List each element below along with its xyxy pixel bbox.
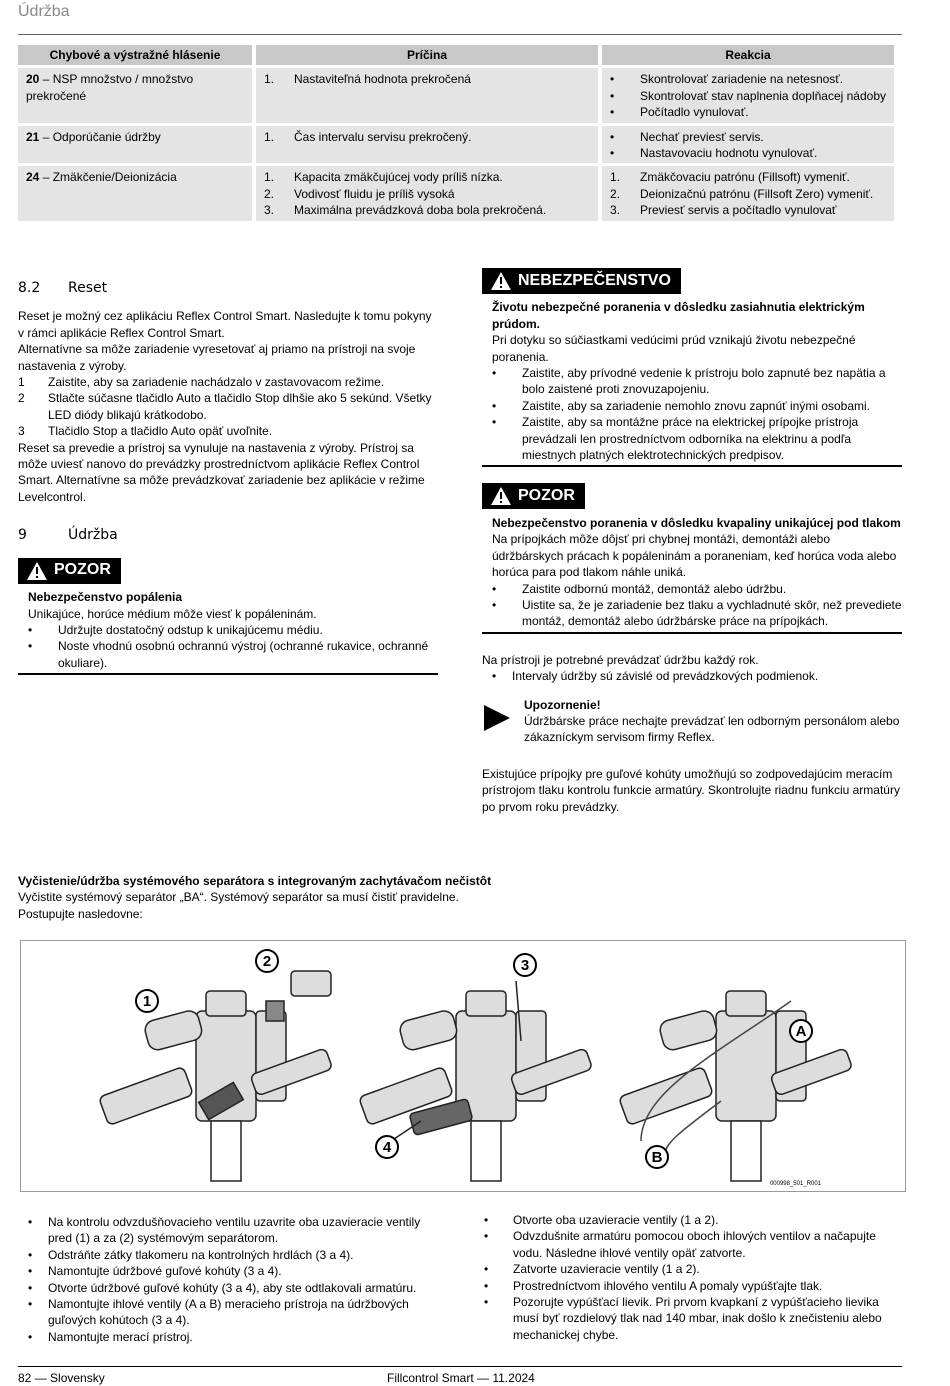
bullet-marker: • [484,1262,489,1277]
warning-icon [490,486,512,506]
step-text: Zaistite, aby sa zariadenie nachádzalo v zastavovacom režime. [48,375,385,390]
reset-step [18,423,438,439]
danger-text: Pri dotyku so súčiastkami vedúcimi prúd vznikajú životu nebezpečné poranenia. [492,333,856,364]
right-bullet-list [482,1212,902,1343]
table-header-cause: Príčina [256,45,598,65]
reaction-cell [602,166,894,220]
error-message: – Zmäkčenie/Deionizácia [39,170,177,185]
separator-illustration [20,940,906,1192]
pozor-label: POZOR [518,487,575,505]
bullet-marker: • [28,1297,33,1312]
list-item [264,202,590,218]
list-item [482,1212,902,1228]
bullet-marker: • [28,1247,33,1262]
cleaning-title: Vyčistenie/údržba systémového separátora s integrovaným zachytávačom nečistôt [18,874,492,888]
warning-bullets [492,581,902,630]
header-divider [18,34,902,35]
cause-cell [256,166,598,220]
step-number: 1 [18,375,25,390]
step-number: 3 [18,424,25,439]
danger-bullets [492,365,902,463]
section-number: 9 [18,527,27,544]
list-text: Namontujte ihlové ventily (A a B) meracieho prístroja na údržbových guľových kohútoch (3 a 4). [48,1297,409,1328]
list-text: Uistite sa, že je zariadenie bez tlaku a vychladnuté skôr, než prevediete montáž, demontáž alebo údržbárske práce na prípojkách. [522,597,902,629]
section-number: 8.2 [18,280,41,296]
list-text: Zmäkčovaciu patrónu (Fillsoft) vymeniť. [640,170,850,185]
list-item [18,1247,438,1263]
warning-text: Unikajúce, horúce médium môže viesť k popáleninám. [28,606,317,621]
message-cell [18,126,252,164]
bullet-marker: • [28,1280,33,1295]
list-item [18,1280,438,1296]
bullet-marker: • [492,581,497,596]
list-item [492,597,902,630]
list-text: Nastaviteľná hodnota prekročená [294,72,471,87]
list-marker: 3. [610,203,621,218]
list-item [492,365,902,398]
section-title: Reset [68,280,108,296]
list-item [28,638,438,671]
pozor-label: POZOR [54,561,111,579]
table-header-reaction: Reakcia [602,45,894,65]
list-marker: 1. [264,129,275,144]
bullet-marker: • [492,597,497,612]
bullet-marker: • [28,622,33,637]
list-item [482,1228,902,1261]
list-text: Skontrolovať zariadenie na netesnosť. [640,72,844,87]
notice-title: Upozornenie! [524,697,601,712]
pozor-badge [482,483,585,509]
list-item [482,1261,902,1277]
error-message: – NSP množstvo / množstvo prekročené [26,72,194,103]
list-item [492,581,902,597]
message-cell [18,166,252,220]
list-marker: • [610,105,615,120]
callout-label: 2 [262,953,272,970]
section-heading-reset [18,280,438,296]
callout-A [790,1020,812,1042]
notice-box [482,697,902,746]
table-row [18,166,894,220]
list-item [18,1263,438,1279]
warning-icon [26,561,48,581]
callout-3 [514,954,536,976]
callout-2 [256,950,278,972]
message-cell [18,68,252,122]
list-item [610,186,886,202]
footer-separator: — [31,1371,51,1385]
list-text: Nechať previesť servis. [640,129,764,144]
table-row [18,68,894,122]
list-text: Zaistite, aby prívodné vedenie k prístroju bolo zapnuté bez napätia a bolo zaistené proti znovuzapojeniu. [522,366,886,397]
callout-1 [136,990,158,1012]
list-marker: 3. [264,203,275,218]
causes-list [264,71,590,87]
page-number: 82 [18,1371,32,1385]
notice-text: Údržbárske práce nechajte prevádzať len odborným personálom alebo zákazníckym servisom firmy Reflex. [524,713,900,745]
danger-bottom-rule [482,465,902,467]
pozor-burn-warning [18,558,438,675]
cause-cell [256,126,598,164]
list-text: Otvorte oba uzavieracie ventily (1 a 2). [513,1213,719,1227]
warning-heading: Nebezpečenstvo popálenia [28,590,183,605]
bullet-marker: • [28,1329,33,1344]
list-marker: 1. [264,72,275,87]
reaction-cell [602,126,894,164]
cause-cell [256,68,598,122]
bullet-marker: • [484,1229,489,1244]
list-marker: 2. [264,186,275,201]
list-marker: 2. [610,186,621,201]
list-item [492,414,902,463]
cleaning-paragraph-2: Postupujte nasledovne: [18,906,143,921]
warning-icon [490,271,512,291]
list-text: Zaistite odbornú montáž, demontáž alebo údržbu. [522,581,787,596]
warning-heading: Nebezpečenstvo poranenia v dôsledku kvapaliny unikajúcej pod tlakom [492,515,901,530]
bullet-marker: • [484,1278,489,1293]
list-item [482,1278,902,1294]
list-text: Otvorte údržbové guľové kohúty (3 a 4), aby ste odtlakovali armatúru. [48,1280,417,1295]
reactions-list [610,129,886,162]
footer-page [18,1370,105,1386]
error-message: – Odporúčanie údržby [39,129,161,144]
list-marker: • [610,129,615,144]
list-text: Pozorujte vypúšťací lievik. Pri prvom kvapkaní z vypúšťacieho lievika musí byť rozdielový tlak nad 140 mbar, inak došlo k znečisteniu alebo mechanickej chybe. [513,1295,882,1342]
list-text: Čas intervalu servisu prekročený. [294,129,472,144]
callout-label: A [795,1023,807,1040]
list-item [264,129,590,145]
step-text: Tlačidlo Stop a tlačidlo Auto opäť uvoľnite. [48,424,273,439]
yearly-bullet: • Intervaly údržby sú závislé od prevádzkových podmienok. [492,669,819,684]
list-marker: • [610,146,615,161]
list-item [610,104,886,120]
warning-text: Na prípojkách môže dôjsť pri chybnej montáži, demontáži alebo údržbárskych prácach k popáleninám a poraneniam, keď horúca voda alebo horúca para pod tlakom náhle uniká. [492,532,897,580]
causes-list [264,129,590,145]
reset-step [18,390,438,423]
list-text: Kapacita zmäkčujúcej vody príliš nízka. [294,170,503,185]
reset-paragraph-3: Reset sa prevedie a prístroj sa vynuluje na nastavenia z výroby. Prístroj sa môže uviesť nanovo do prevádzky prostredníctvom aplikácie Reflex Control Smart. Alternatívne sa môže prevádzkovať zariadenie bez aplikácie v režime Levelcontrol. [18,440,425,504]
footer-language: Slovensky [50,1371,105,1385]
list-text: Prostredníctvom ihlového ventilu A pomaly vypúšťajte tlak. [513,1278,823,1293]
reactions-list [610,71,886,120]
cleaning-paragraph-1: Vyčistite systémový separátor „BA“. Systémový separátor sa musí čistiť pravidelne. [18,890,459,905]
list-item [610,129,886,145]
list-marker: • [610,72,615,87]
existing-connections-text: Existujúce prípojky pre guľové kohúty umožňujú so zodpovedajúcim meracím prístrojom tlaku kontrolu funkcie armatúry. Skontrolujte riadnu funkciu armatúry po prvom roku prevádzky. [482,766,900,814]
list-text: Vodivosť fluidu je príliš vysoká [294,186,455,201]
list-text: Zaistite, aby sa zariadenie nemohlo znovu zapnúť inými osobami. [522,398,871,413]
section-heading-maintenance [18,527,438,543]
yearly-maintenance-text: Na prístroji je potrebné prevádzať údržbu každý rok. [482,652,759,667]
page-header-title: Údržba [18,3,70,20]
step-text: Stlačte súčasne tlačidlo Auto a tlačidlo Stop dlhšie ako 5 sekúnd. Všetky LED diódy blikajú krátkodobo. [48,391,432,422]
step-number: 2 [18,391,25,406]
callout-label: 1 [142,993,152,1010]
list-item [610,169,886,185]
reset-paragraph-1: Reset je možný cez aplikáciu Reflex Control Smart. Nasledujte k tomu pokyny v rámci aplikácie Reflex Control Smart. [18,309,432,340]
causes-list [264,169,590,218]
footer-document: Fillcontrol Smart — 11.2024 [387,1371,535,1385]
list-text: Noste vhodnú osobnú ochrannú výstroj (ochranné rukavice, ochranné okuliare). [58,639,429,670]
list-text: Previesť servis a počítadlo vynulovať [640,203,837,218]
valve-panel-1 [99,971,333,1181]
callout-B [646,1146,668,1168]
danger-label: NEBEZPEČENSTVO [518,271,671,289]
bullet-marker: • [492,415,497,430]
valve-drawing [21,941,905,1191]
list-text: Odvzdušnite armatúru pomocou oboch ihlových ventilov a načapujte vodu. Následne ihlové ventily opäť zatvorte. [513,1229,876,1260]
danger-heading: Životu nebezpečné poranenia v dôsledku zasiahnutia elektrickým prúdom. [492,300,865,331]
footer-divider [18,1366,902,1367]
reset-section [18,280,438,675]
bullet-marker: • [492,398,497,413]
reset-paragraph-2: Alternatívne sa môže zariadenie vyresetovať aj priamo na prístroji na svoje nastavenia z výroby. [18,342,416,373]
list-item [482,1294,902,1343]
section-title: Údržba [68,527,118,544]
bullet-marker: • [28,1264,33,1279]
table-header-message: Chybové a výstražné hlásenie [18,45,252,65]
list-text: Maximálna prevádzková doba bola prekročená. [294,203,547,218]
list-text: Namontujte údržbové guľové kohúty (3 a 4). [48,1264,282,1279]
pozor-badge [18,558,121,584]
reactions-list [610,169,886,218]
error-code: 20 [26,72,40,87]
list-item [264,186,590,202]
warning-bottom-rule [482,632,902,634]
callout-label: 3 [520,957,530,974]
arrow-right-icon [484,705,510,731]
table-header-row [18,45,894,65]
list-marker: • [610,88,615,103]
callout-label: B [651,1149,663,1166]
list-item [264,71,590,87]
list-item [264,169,590,185]
list-text: Namontujte merací prístroj. [48,1329,193,1344]
bullet-marker: • [492,366,497,381]
error-code: 21 [26,129,40,144]
reset-steps [18,374,438,440]
bullet-marker: • [28,639,33,654]
list-item [18,1214,438,1247]
list-item [610,71,886,87]
warning-bullets [28,622,438,671]
right-column [482,268,902,815]
list-item [492,398,902,414]
list-item [18,1296,438,1329]
figure-code: 000998_501_R001 [769,1181,821,1187]
bullet-marker: • [484,1213,489,1227]
callout-4 [376,1136,398,1158]
list-text: Nastavovaciu hodnotu vynulovať. [640,146,818,161]
list-item [610,88,886,104]
list-text: Deionizačnú patrónu (Fillsoft Zero) vymeniť. [640,186,874,201]
list-text: Počítadlo vynulovať. [640,105,749,120]
cleaning-section [18,873,902,922]
list-text: Udržujte dostatočný odstup k unikajúcemu médiu. [58,622,323,637]
list-item [28,622,438,638]
list-text: Zaistite, aby sa montážne práce na elektrickej prípojke prístroja prevádzali len prostredníctvom odborníka na elektrinu a podľa miestnych platných elektrotechnických predpisov. [522,415,859,463]
reset-step [18,374,438,390]
list-text: Zatvorte uzavieracie ventily (1 a 2). [513,1262,700,1277]
bullet-marker: • [28,1215,33,1229]
callout-label: 4 [382,1139,392,1156]
yearly-bullet-text: Intervaly údržby sú závislé od prevádzkových podmienok. [512,669,819,684]
list-text: Odstráňte zátky tlakomeru na kontrolných hrdlách (3 a 4). [48,1247,354,1262]
reaction-cell [602,68,894,122]
error-table [14,42,898,224]
list-item [610,202,886,218]
list-marker: 1. [610,170,621,185]
danger-warning [482,268,902,467]
list-marker: 1. [264,170,275,185]
table-row [18,126,894,164]
pozor-pressure-warning [482,483,902,633]
list-item [18,1329,438,1345]
list-text: Na kontrolu odvzdušňovacieho ventilu uzavrite oba uzavieracie ventily pred (1) a za (2) systémovým separátorom. [48,1215,421,1246]
danger-badge [482,268,681,294]
bullet-marker: • [484,1295,489,1310]
warning-bottom-rule [18,673,438,675]
list-text: Skontrolovať stav naplnenia doplňacej nádoby [640,88,887,103]
error-code: 24 [26,170,40,185]
left-bullet-list [18,1214,438,1345]
list-item [610,145,886,161]
